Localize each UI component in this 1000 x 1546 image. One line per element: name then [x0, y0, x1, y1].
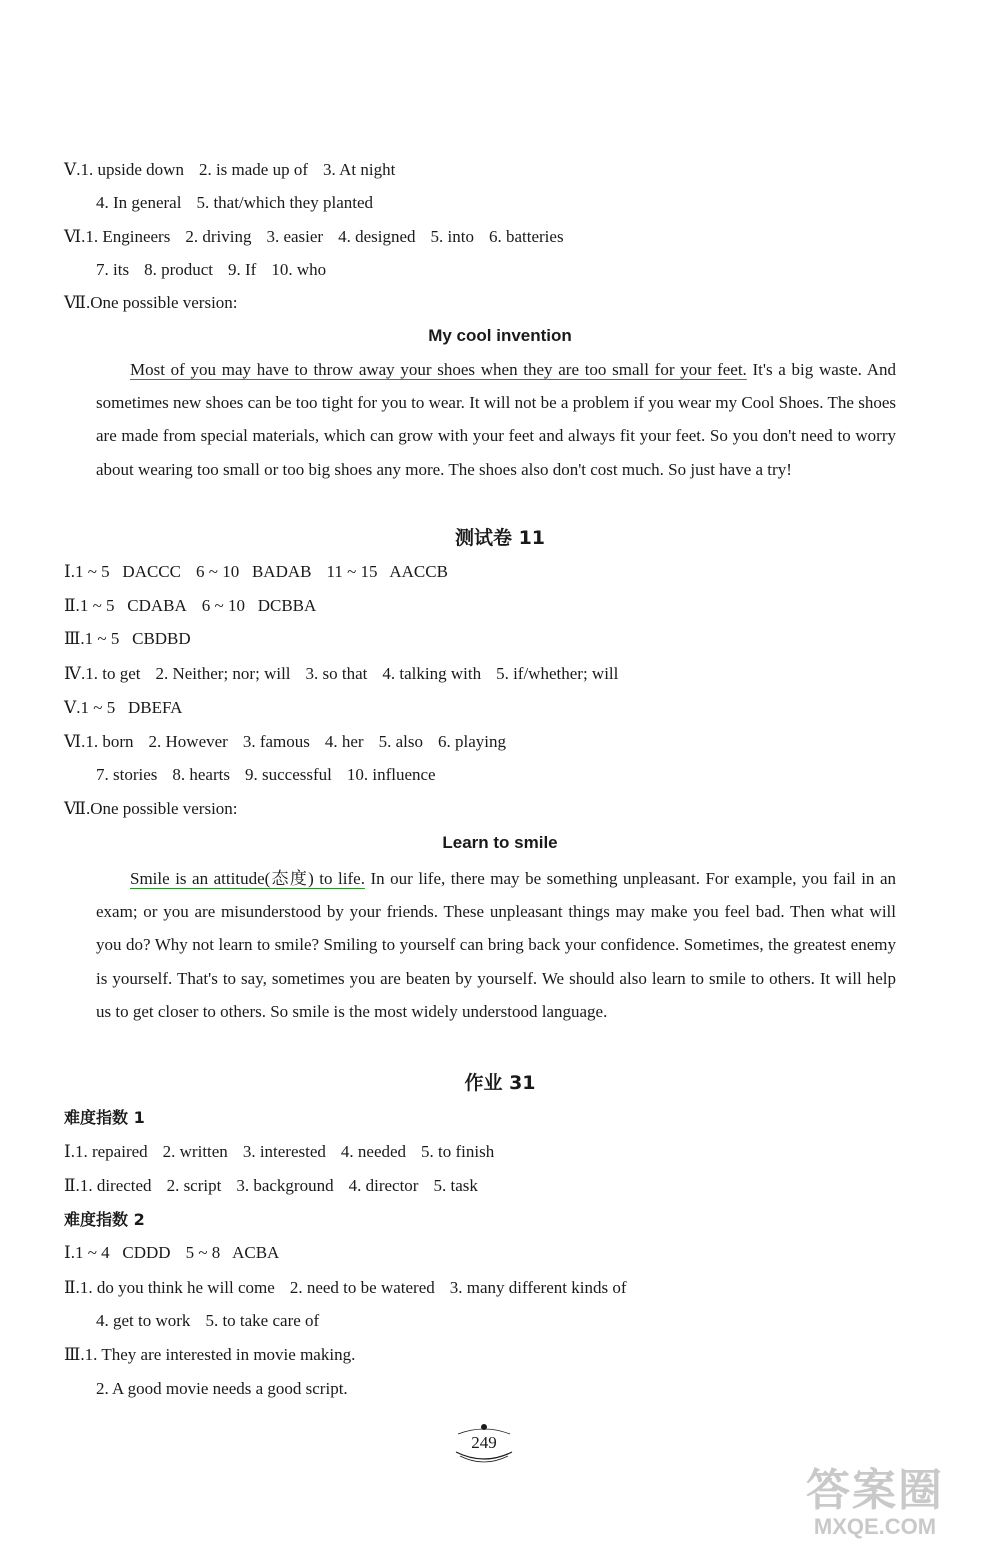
answer-item: 5. that/which they planted — [196, 193, 374, 212]
answer-item: 7. stories — [96, 765, 158, 784]
answer-item: 1 ~ 5 CBDBD — [84, 629, 191, 648]
answer-item: 5 ~ 8 ACBA — [185, 1243, 280, 1262]
answer-text: One possible version: — [90, 293, 238, 312]
answer-item: 1. repaired — [74, 1142, 148, 1161]
answer-line-ii-cont — [96, 1310, 334, 1332]
answer-item: 1 ~ 5 DBEFA — [80, 698, 183, 717]
answer-line-vi — [64, 226, 579, 248]
answer-item: 2. written — [162, 1142, 228, 1161]
answer-item: 5. if/whether; will — [496, 664, 619, 683]
answer-item: 1 ~ 5 DACCC — [74, 562, 181, 581]
answer-item: 1. upside down — [80, 160, 184, 179]
answer-item: 1. Engineers — [85, 227, 171, 246]
answer-line-v-cont — [96, 192, 388, 214]
answer-item: 3. so that — [305, 664, 368, 683]
answer-item: 6. batteries — [488, 227, 564, 246]
answer-item: 8. product — [144, 260, 213, 279]
answer-item: 10. who — [271, 260, 327, 279]
answer-item: 2. Neither; nor; will — [155, 664, 291, 683]
section-label: Ⅶ. — [64, 799, 91, 818]
answer-line-vi-cont — [96, 259, 341, 281]
answer-item: 7. its — [96, 260, 130, 279]
answer-line-i — [64, 1141, 509, 1163]
section-label: Ⅳ. — [64, 664, 86, 683]
answer-item: 1 ~ 4 CDDD — [74, 1243, 171, 1262]
section-label: Ⅴ. — [64, 698, 81, 717]
difficulty-heading: 难度指数 1 — [64, 1108, 145, 1127]
answer-item: 2. script — [166, 1176, 222, 1195]
section-title: 作业 31 — [464, 1072, 536, 1094]
answer-item: 5. into — [430, 227, 474, 246]
section-label: Ⅲ. — [64, 1345, 85, 1364]
section-title: 测试卷 11 — [454, 527, 546, 549]
answer-item: 6 ~ 10 BADAB — [196, 562, 312, 581]
answer-item: 1. born — [85, 732, 134, 751]
section-label: Ⅵ. — [64, 227, 86, 246]
answer-line-vi-cont — [96, 764, 451, 786]
answer-item: 9. successful — [244, 765, 332, 784]
answer-line-v — [64, 697, 197, 719]
answer-item: 1. directed — [79, 1176, 152, 1195]
answer-line-vii — [64, 798, 253, 820]
essay-text: It's a big waste. And sometimes new shoes can be too tight for you to wear. It will not be a problem if you wear my Cool Shoes. The shoes are made from special materials, which can grow with your feet and always fit your feet. So you don't need to worry about wearing too small or too big shoes any more. The shoes also don't cost much. So just have a try! — [96, 360, 896, 479]
answer-item: 8. hearts — [172, 765, 230, 784]
page-number: 249 — [471, 1433, 497, 1452]
section-label: Ⅶ. — [64, 293, 91, 312]
answer-line-ii — [64, 1175, 493, 1197]
answer-item: 11 ~ 15 AACCB — [326, 562, 448, 581]
answer-item: 1 ~ 5 CDABA — [79, 596, 187, 615]
answer-item: 5. also — [378, 732, 423, 751]
answer-item: 3. easier — [266, 227, 324, 246]
watermark-logo: 答案圈 — [806, 1465, 944, 1516]
underlined-sentence: Most of you may have to throw away your shoes when they are too small for your feet. — [130, 360, 747, 379]
essay-paragraph — [96, 862, 896, 1028]
answer-item: 1. do you think he will come — [79, 1278, 275, 1297]
answer-text: 2. A good movie needs a good script. — [96, 1379, 348, 1398]
underlined-sentence: Smile is an attitude(态度) to life. — [130, 869, 365, 888]
answer-item: 2. driving — [185, 227, 252, 246]
answer-item: 3. background — [236, 1176, 334, 1195]
watermark — [770, 1466, 980, 1541]
section-label: Ⅱ. — [64, 1278, 80, 1297]
section-label: Ⅰ. — [64, 1243, 75, 1262]
answer-item: 4. get to work — [96, 1311, 191, 1330]
answer-line-v — [64, 159, 410, 181]
answer-line-iii — [64, 1344, 370, 1366]
answer-item: 3. At night — [323, 160, 396, 179]
answer-line-i — [64, 561, 463, 583]
section-label: Ⅲ. — [64, 629, 85, 648]
answer-item: 1. to get — [85, 664, 141, 683]
answer-line-vii — [64, 292, 253, 314]
answer-item: 6 ~ 10 DCBBA — [201, 596, 317, 615]
answer-line-iv — [64, 663, 633, 685]
answer-item: 2. is made up of — [198, 160, 309, 179]
essay-text: In our life, there may be something unpleasant. For example, you fail in an exam; or you are misunderstood by your friends. These unpleasant things may make you feel bad. Then what will you do? Why not learn to smile? Smiling to yourself can bring back your confidence. Sometimes, the greatest enemy is yourself. That's to say, sometimes you are beaten by yourself. We should also learn to smile to others. It will help us to get closer to others. So smile is the most widely understood language. — [96, 869, 896, 1021]
answer-line-vi — [64, 731, 521, 753]
essay-title: My cool invention — [428, 326, 572, 345]
answer-item: 4. needed — [340, 1142, 407, 1161]
answer-item: 5. to take care of — [205, 1311, 320, 1330]
answer-line-iii — [64, 628, 206, 650]
answer-item: 4. In general — [96, 193, 182, 212]
answer-item: 4. designed — [338, 227, 416, 246]
essay-paragraph — [96, 353, 896, 486]
section-label: Ⅱ. — [64, 1176, 80, 1195]
answer-line-ii — [64, 595, 331, 617]
watermark-url: MXQE.COM — [813, 1514, 937, 1539]
page-number-badge — [452, 1422, 516, 1464]
answer-item: 6. playing — [438, 732, 506, 751]
section-label: Ⅴ. — [64, 160, 81, 179]
answer-item: 2. need to be watered — [289, 1278, 435, 1297]
answer-item: 4. her — [324, 732, 364, 751]
answer-item: 9. If — [228, 260, 257, 279]
answer-text: One possible version: — [90, 799, 238, 818]
answer-item: 2. However — [148, 732, 228, 751]
answer-line-i — [64, 1242, 294, 1264]
section-label: Ⅵ. — [64, 732, 86, 751]
section-label: Ⅰ. — [64, 1142, 75, 1161]
section-label: Ⅰ. — [64, 562, 75, 581]
section-label: Ⅱ. — [64, 596, 80, 615]
answer-item: 3. famous — [242, 732, 310, 751]
answer-item: 4. talking with — [382, 664, 482, 683]
answer-item: 5. task — [433, 1176, 478, 1195]
answer-item: 5. to finish — [421, 1142, 495, 1161]
answer-item: 3. many different kinds of — [449, 1278, 627, 1297]
answer-text: 1. They are interested in movie making. — [84, 1345, 356, 1364]
essay-title: Learn to smile — [442, 833, 558, 852]
answer-line-iii-cont — [96, 1378, 363, 1400]
answer-item: 3. interested — [242, 1142, 326, 1161]
answer-item: 4. director — [348, 1176, 419, 1195]
answer-item: 10. influence — [346, 765, 436, 784]
answer-line-ii — [64, 1277, 641, 1299]
difficulty-heading: 难度指数 2 — [64, 1210, 145, 1229]
